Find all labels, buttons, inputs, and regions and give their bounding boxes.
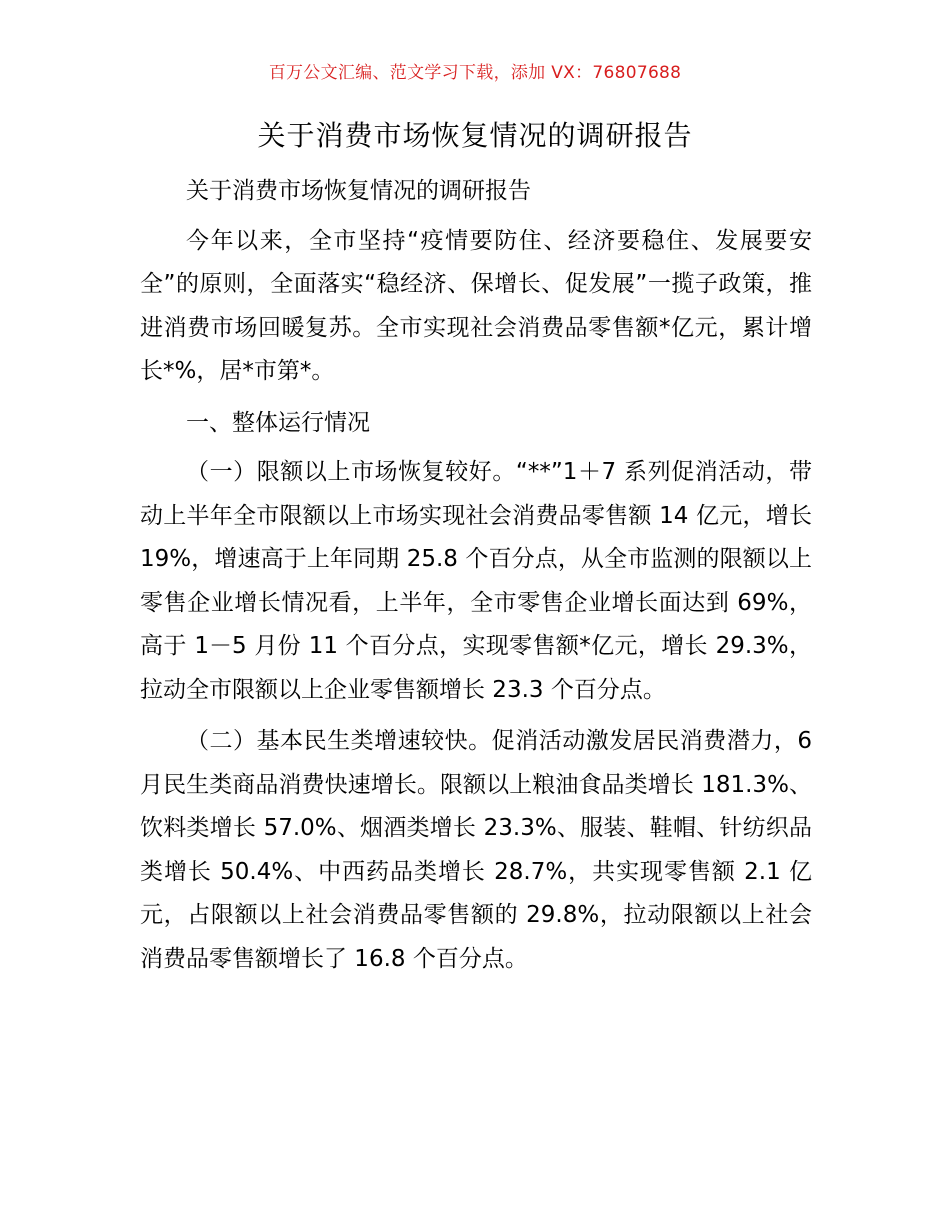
paragraph-section-1: （一）限额以上市场恢复较好。“**”1＋7 系列促消活动，带动上半年全市限额以上市场实现社会消费品零售额 14 亿元，增长 19%，增速高于上年同期 25.8 个百分点，从全市监测的限额以上零售企业增长情况看，上半年，全市零售企业增长面达到 69%，高于 1－5 月份 11 个百分点，实现零售额*亿元，增长 29.3%，拉动全市限额以上企业零售额增长 23.3 个百分点。 (140, 459, 812, 703)
document-title: 关于消费市场恢复情况的调研报告 (257, 119, 693, 152)
watermark-banner: 百万公文汇编、范文学习下载，添加 VX：76807688 (268, 63, 682, 83)
section-heading: 一、整体运行情况 (186, 409, 370, 436)
paragraph-subtitle: 关于消费市场恢复情况的调研报告 (186, 178, 531, 204)
paragraph-section-2: （二）基本民生类增速较快。促消活动激发居民消费潜力，6 月民生类商品消费快速增长。限额以上粮油食品类增长 181.3%、饮料类增长 57.0%、烟酒类增长 23.3%、服装、鞋帽、针纺织品类增长 50.4%、中西药品类增长 28.7%，共实现零售额 2.1 亿元，占限额以上社会消费品零售额的 29.8%，拉动限额以上社会消费品零售额增长了 16.8 个百分点。 (140, 728, 812, 972)
document-body (140, 170, 812, 989)
paragraph-intro: 今年以来，全市坚持“疫情要防住、经济要稳住、发展要安全”的原则，全面落实“稳经济、保增长、促发展”一揽子政策，推进消费市场回暖复苏。全市实现社会消费品零售额*亿元，累计增长*%，居*市第*。 (140, 227, 812, 384)
